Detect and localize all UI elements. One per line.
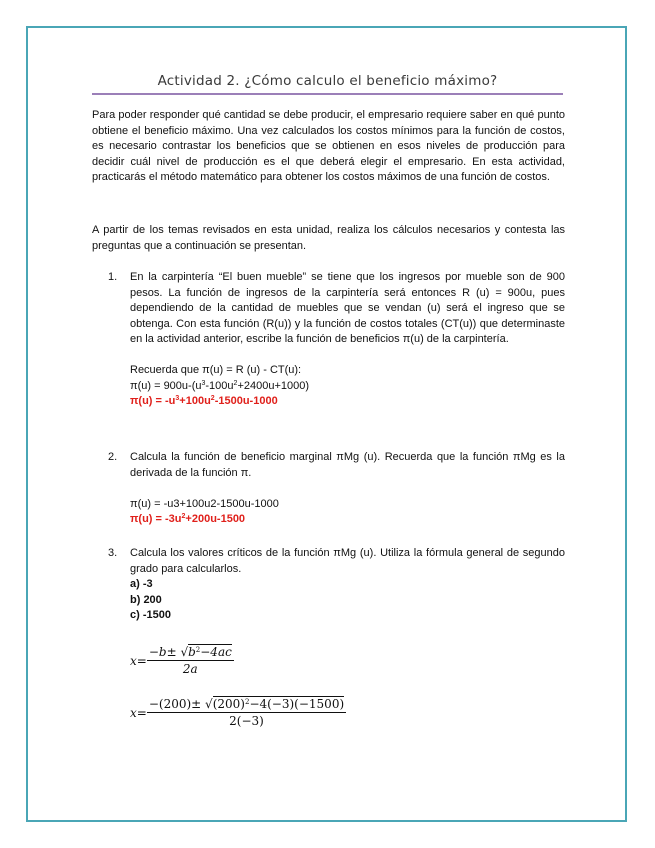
instructions-paragraph: A partir de los temas revisados en esta unidad, realiza los cálculos necesarios y contesta las preguntas que a continuación se presentan. <box>92 224 565 252</box>
coefficient-a: a) -3 <box>130 578 153 590</box>
question-2-formula: π(u) = -u3+100u2-1500u-1000 <box>130 497 279 510</box>
question-3-text: Calcula los valores críticos de la función πMg (u). Utiliza la fórmula general de segundo grado para calcularlos. <box>130 547 565 575</box>
coefficient-c: c) -1500 <box>130 609 171 621</box>
question-1-answer: $\pi(u) = -u^3+100u^2-1500u-1000$ <box>130 395 278 407</box>
question-1-formula: $\pi(u) = 900u-(u^3-100u^2+2400u+1000)$ <box>130 379 310 392</box>
question-1-text: En la carpintería “El buen mueble” se tiene que los ingresos por mueble son de 900 pesos. La función de ingresos de la carpintería será entonces R (u) = 900u, pues dependiendo de la cantidad de muebles que se vendan (u) será el ingreso que se obtenga. Con esta función (R(u)) y la función de costos totales (CT(u)) que determinaste en la actividad anterior, escribe la función de beneficios π(u) de la carpintería. <box>130 271 565 345</box>
question-1-reminder: Recuerda que π(u) = R (u) - CT(u): <box>130 364 302 376</box>
quadratic-formula-substituted: x= $\frac{-(200)\pm √(200)^2-4(-3)(-1500)}{2(-3)}$ <box>130 697 345 728</box>
coefficient-b: b) 200 <box>130 593 162 606</box>
question-2-number: 2. <box>108 451 118 463</box>
intro-paragraph: Para poder responder qué cantidad se debe producir, el empresario requiere saber en qué punto obtiene el beneficio máximo. Una vez calculados los costos mínimos para la función de costos, es necesario contrastar los beneficios que se obtienen en esos niveles de producción para decidir cuál nivel de producción es el que deberá elegir el empresario. En esta actividad, practicarás el método matemático para obtener los costos máximos de una función de costos. <box>92 109 565 183</box>
page-title: Actividad 2. ¿Cómo calculo el beneficio máximo? <box>157 73 498 89</box>
quadratic-formula: x= $\frac{-b\pm √b^2-4ac}{2a}$ <box>130 645 232 676</box>
title-underline <box>92 93 563 95</box>
question-1-number: 1. <box>108 271 118 283</box>
question-2-answer: $\pi(u) = -3u^2+200u-1500$ <box>130 513 246 525</box>
question-2-text: Calcula la función de beneficio marginal πMg (u). Recuerda que la función πMg es la derivada de la función π. <box>130 451 565 479</box>
question-3-number: 3. <box>108 547 118 559</box>
